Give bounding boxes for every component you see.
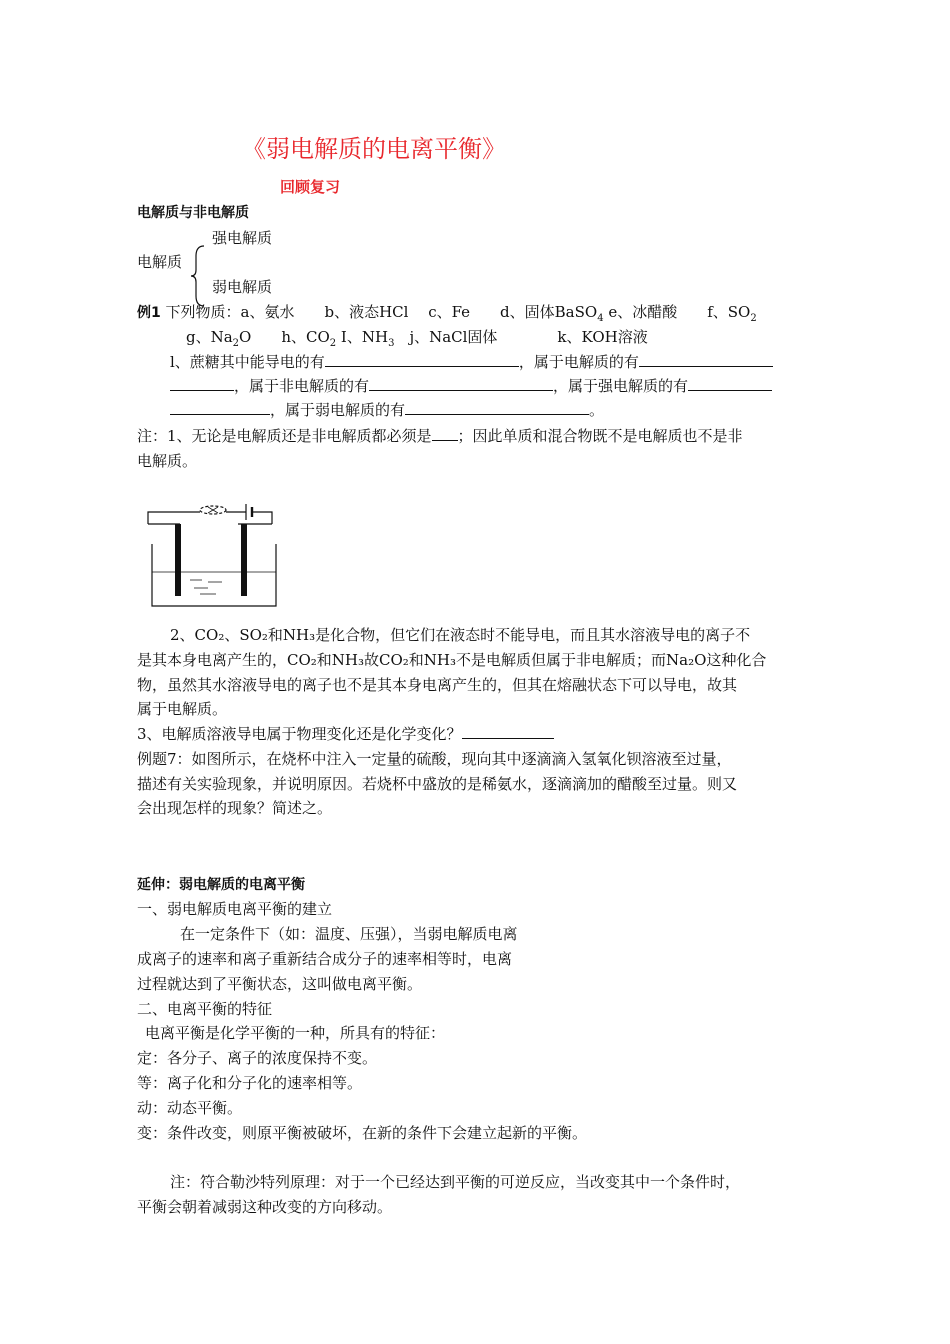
- le-chatelier-note-line2: 平衡会朝着减弱这种改变的方向移动。: [137, 1198, 393, 1216]
- section2-title: 二、电离平衡的特征: [137, 1000, 273, 1018]
- example1-line2-d: j、NaCl固体 k、KOH溶液: [394, 328, 648, 346]
- example1-line2-a: g、Na: [186, 328, 233, 346]
- example1-label: 例1: [137, 305, 161, 321]
- sub-4: 4: [597, 313, 604, 324]
- brace-icon: [190, 244, 208, 308]
- feature-ding: 定：各分子、离子的浓度保持不变。: [137, 1049, 378, 1067]
- section2-intro: 电离平衡是化学平衡的一种，所具有的特征：: [145, 1024, 446, 1042]
- example1-line2-c: I、NH: [336, 328, 389, 346]
- note2-line4: 属于电解质。: [137, 700, 228, 718]
- feature-bian: 变：条件改变，则原平衡被破坏，在新的条件下会建立起新的平衡。: [137, 1124, 588, 1142]
- page-subtitle: 回顾复习: [280, 178, 341, 196]
- note2-line1: 2、CO₂、SO₂和NH₃是化合物，但它们在液态时不能导电，而且其水溶液导电的离子不: [170, 626, 751, 644]
- sub-3: 3: [388, 338, 395, 349]
- example1-line5: [170, 400, 604, 420]
- weak-electrolyte-label: 弱电解质: [212, 278, 273, 296]
- note1-text-a: 注：1、无论是电解质还是非电解质都必须是: [137, 427, 432, 445]
- feature-dong: 动：动态平衡。: [137, 1099, 243, 1117]
- section1-line3: 过程就达到了平衡状态，这叫做电离平衡。: [137, 975, 423, 993]
- nonelectrolyte-prompt: ，属于非电解质的有: [234, 377, 370, 395]
- extension-heading: 延伸：弱电解质的电离平衡: [137, 877, 305, 893]
- conductivity-apparatus-diagram: [138, 494, 284, 612]
- weak-blank[interactable]: [405, 400, 589, 415]
- example7-line1: 例题7：如图所示，在烧杯中注入一定量的硫酸，现向其中逐滴滴入氢氧化钡溶液至过量，: [137, 750, 732, 768]
- note2-line2: 是其本身电离产生的，CO₂和NH₃故CO₂和NH₃不是电解质但属于非电解质；而Na₂O这种化合: [137, 651, 767, 669]
- example1-line1: [137, 302, 757, 329]
- note1-line2: 电解质。: [137, 452, 198, 470]
- strong-blank-cont[interactable]: [170, 400, 270, 415]
- electrolyte-blank-cont[interactable]: [170, 376, 234, 391]
- note3-text: 3、电解质溶液导电属于物理变化还是化学变化？: [137, 725, 462, 743]
- note2-line3: 物，虽然其水溶液导电的离子也不是其本身电离产生的，但其在熔融状态下可以导电，故其: [137, 676, 738, 694]
- note1-line1: [137, 426, 743, 446]
- section1-line1: 在一定条件下（如：温度、压强），当弱电解质电离: [180, 925, 518, 943]
- note1-blank[interactable]: [432, 426, 458, 441]
- nonelectrolyte-blank[interactable]: [369, 376, 553, 391]
- sub-2: 2: [232, 338, 240, 349]
- le-chatelier-note-line1: 注：符合勒沙特列原理：对于一个已经达到平衡的可逆反应，当改变其中一个条件时，: [170, 1173, 741, 1191]
- page-title: 《弱电解质的电离平衡》: [242, 135, 506, 163]
- example1-line2: [186, 327, 648, 354]
- example1-line2-b: O h、CO: [239, 328, 330, 346]
- sub-2: 2: [329, 338, 337, 349]
- example1-text-b: e、冰醋酸 f、SO: [603, 303, 751, 321]
- section-heading-electrolytes: 电解质与非电解质: [137, 205, 249, 221]
- section1-title: 一、弱电解质电离平衡的建立: [137, 900, 333, 918]
- feature-deng: 等：离子化和分子化的速率相等。: [137, 1074, 363, 1092]
- strong-blank[interactable]: [688, 376, 772, 391]
- strong-electrolyte-label: 强电解质: [212, 229, 273, 247]
- section1-line2: 成离子的速率和离子重新结合成分子的速率相等时，电离: [137, 950, 513, 968]
- electrolyte-label: 电解质: [137, 253, 183, 271]
- note3-blank[interactable]: [462, 724, 554, 739]
- sub-2: 2: [750, 313, 757, 324]
- note1-text-b: ；因此单质和混合物既不是电解质也不是非: [457, 427, 743, 445]
- strong-prompt: ，属于强电解质的有: [553, 377, 689, 395]
- weak-prompt: ，属于弱电解质的有: [270, 401, 406, 419]
- electrolyte-blank[interactable]: [639, 352, 773, 367]
- example1-line4: [170, 376, 772, 396]
- example7-line3: 会出现怎样的现象？简述之。: [137, 799, 333, 817]
- electrolyte-prompt: ，属于电解质的有: [518, 353, 639, 371]
- conductive-prompt: l、蔗糖其中能导电的有: [170, 353, 325, 371]
- example1-text-a: 下列物质：a、氨水 b、液态HCl c、Fe d、固体BaSO: [160, 303, 598, 321]
- conductive-blank[interactable]: [325, 352, 519, 367]
- example1-line3: [170, 352, 773, 372]
- period: 。: [589, 401, 605, 419]
- example7-line2: 描述有关实验现象，并说明原因。若烧杯中盛放的是稀氨水，逐滴滴加的醋酸至过量。则又: [137, 775, 738, 793]
- note3-line: [137, 724, 554, 744]
